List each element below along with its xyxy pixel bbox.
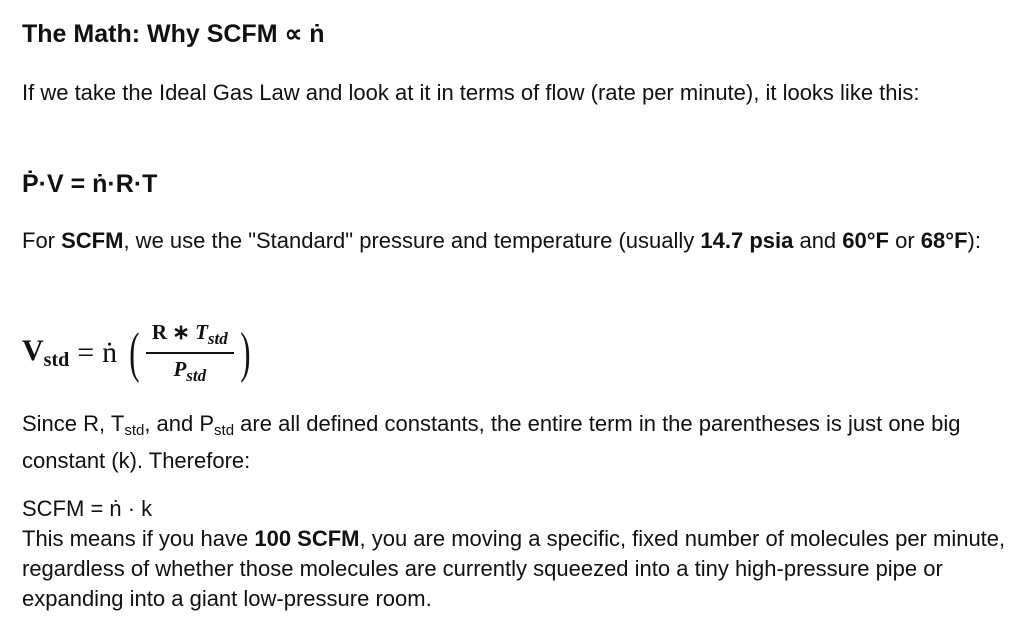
meaning-paragraph	[22, 524, 1012, 614]
molar-flow-symbol: ṅ	[102, 336, 118, 369]
p-std-symbol	[173, 357, 207, 385]
text-segment: , and P	[144, 411, 215, 436]
constants-paragraph	[22, 409, 1012, 476]
v-std-symbol	[22, 334, 69, 372]
fraction-numerator	[146, 320, 234, 352]
v-letter: V	[22, 334, 44, 367]
std-subscript: std	[207, 329, 228, 348]
standard-conditions-paragraph	[22, 226, 1012, 256]
std-subscript: std	[124, 422, 145, 439]
equals-sign: =	[77, 336, 95, 369]
std-subscript: std	[186, 366, 207, 385]
page-title: The Math: Why SCFM ∝ ṅ	[22, 20, 325, 48]
t-std-symbol	[195, 320, 228, 348]
bold-temp-68: 68°F	[920, 228, 968, 253]
ideal-gas-flow-equation: Ṗ·V = ṅ·R·T	[22, 170, 158, 198]
bold-100-scfm: 100 SCFM	[254, 526, 360, 551]
std-subscript: std	[43, 349, 70, 371]
text-segment: Since R, T	[22, 411, 125, 436]
standard-volume-equation	[22, 313, 254, 393]
fraction	[146, 320, 234, 386]
bold-pressure: 14.7 psia	[700, 228, 794, 253]
text-segment: , we use the "Standard" pressure and temperature (usually	[123, 228, 701, 253]
open-paren: (	[129, 322, 140, 384]
text-segment: This means if you have	[22, 526, 255, 551]
text-segment: ):	[967, 228, 981, 253]
intro-paragraph: If we take the Ideal Gas Law and look at it in terms of flow (rate per minute), it looks like this:	[22, 80, 920, 105]
bold-temp-60: 60°F	[842, 228, 889, 253]
std-subscript: std	[214, 422, 235, 439]
text-segment: , you are moving a specific, fixed number of molecules per minute, regardless of whether those molecules are currently squeezed into a tiny high-pressure pipe or expanding into a giant low-pressure room.	[22, 526, 1006, 611]
text-segment: For	[22, 228, 62, 253]
t-letter: T	[195, 320, 208, 344]
scfm-k-formula: SCFM = ṅ · k	[22, 496, 153, 521]
close-paren: )	[239, 322, 251, 384]
p-letter: P	[173, 357, 187, 381]
text-segment: and	[793, 228, 843, 253]
bold-scfm: SCFM	[61, 228, 124, 253]
fraction-denominator	[167, 354, 212, 386]
text-segment: or	[889, 228, 921, 253]
r-constant: R ∗	[151, 320, 196, 344]
text-segment: are all defined constants, the entire term in the parentheses is just one big constant (k). Therefore:	[22, 411, 961, 473]
